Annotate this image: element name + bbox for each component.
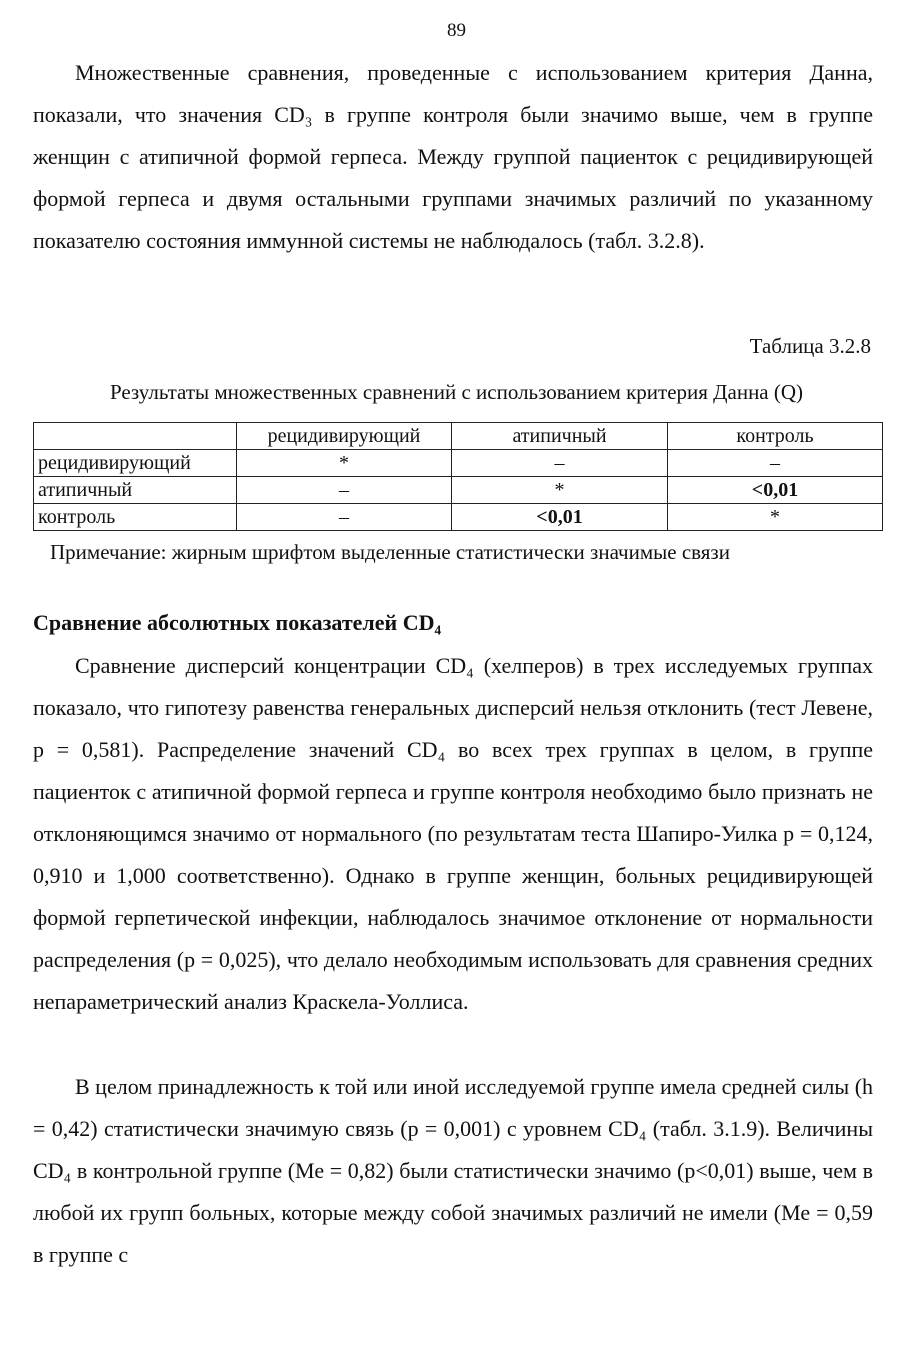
table-row	[34, 477, 883, 504]
paragraph-dunn-cd3: Множественные сравнения, проведенные с использованием критерия Данна, показали, что значения CD₃ в группе контроля были значимо выше, чем в группе женщин с атипичной формой герпеса. Между группой пациенток с рецидивирующей формой герпеса и двумя остальными группами значимых различий по указанному показателю состояния иммунной системы не наблюдалось (табл. 3.2.8).	[33, 60, 873, 253]
table-caption: Результаты множественных сравнений с использованием критерия Данна (Q)	[109, 380, 804, 404]
paragraph-cd4-group: В целом принадлежность к той или иной исследуемой группе имела средней силы (h = 0,42) статистически значимую связь (р = 0,001) с уровнем CD₄ (табл. 3.1.9). Величины CD₄ в контрольной группе (Ме = 0,82) были статистически значимо (р<0,01) выше, чем в любой их групп больных, которые между собой значимых различий не имели (Ме = 0,59 в группе с	[33, 1074, 874, 1267]
table-header-cell: рецидивирующий	[237, 423, 452, 450]
table-header-cell	[34, 423, 237, 450]
table-cell-significant: <0,01	[668, 477, 883, 504]
page-number: 89	[447, 20, 466, 41]
table-cell-significant: <0,01	[452, 504, 668, 531]
table-cell: *	[452, 477, 668, 504]
table-row	[34, 450, 883, 477]
table-row	[34, 504, 883, 531]
section-heading: Сравнение абсолютных показателей CD₄	[33, 610, 442, 635]
table-row-label: рецидивирующий	[34, 450, 237, 477]
table-cell: –	[452, 450, 668, 477]
table-cell: *	[668, 504, 883, 531]
table-row-label: атипичный	[34, 477, 237, 504]
table-label: Таблица 3.2.8	[749, 334, 871, 358]
table-header-row	[34, 423, 883, 450]
table-cell: –	[237, 504, 452, 531]
table-cell: –	[237, 477, 452, 504]
dunn-comparison-table	[33, 422, 883, 531]
paragraph-cd4-dispersion: Сравнение дисперсий концентрации CD₄ (хелперов) в трех исследуемых группах показало, что гипотезу равенства генеральных дисперсий нельзя отклонить (тест Левене, р = 0,581). Распределение значений CD₄ во всех трех группах в целом, в группе пациенток с атипичной формой герпеса и группе контроля необходимо было признать не отклоняющимся значимо от нормального (по результатам теста Шапиро-Уилка р = 0,124, 0,910 и 1,000 соответственно). Однако в группе женщин, больных рецидивирующей формой герпетической инфекции, наблюдалось значимое отклонение от нормальности распределения (р = 0,025), что делало необходимым использовать для сравнения средних непараметрический анализ Краскела-Уоллиса.	[33, 653, 873, 1014]
table-note: Примечание: жирным шрифтом выделенные статистически значимые связи	[50, 540, 730, 564]
table-header-cell: контроль	[668, 423, 883, 450]
table-cell: –	[668, 450, 883, 477]
table-cell: *	[237, 450, 452, 477]
table-row-label: контроль	[34, 504, 237, 531]
table-header-cell: атипичный	[452, 423, 668, 450]
